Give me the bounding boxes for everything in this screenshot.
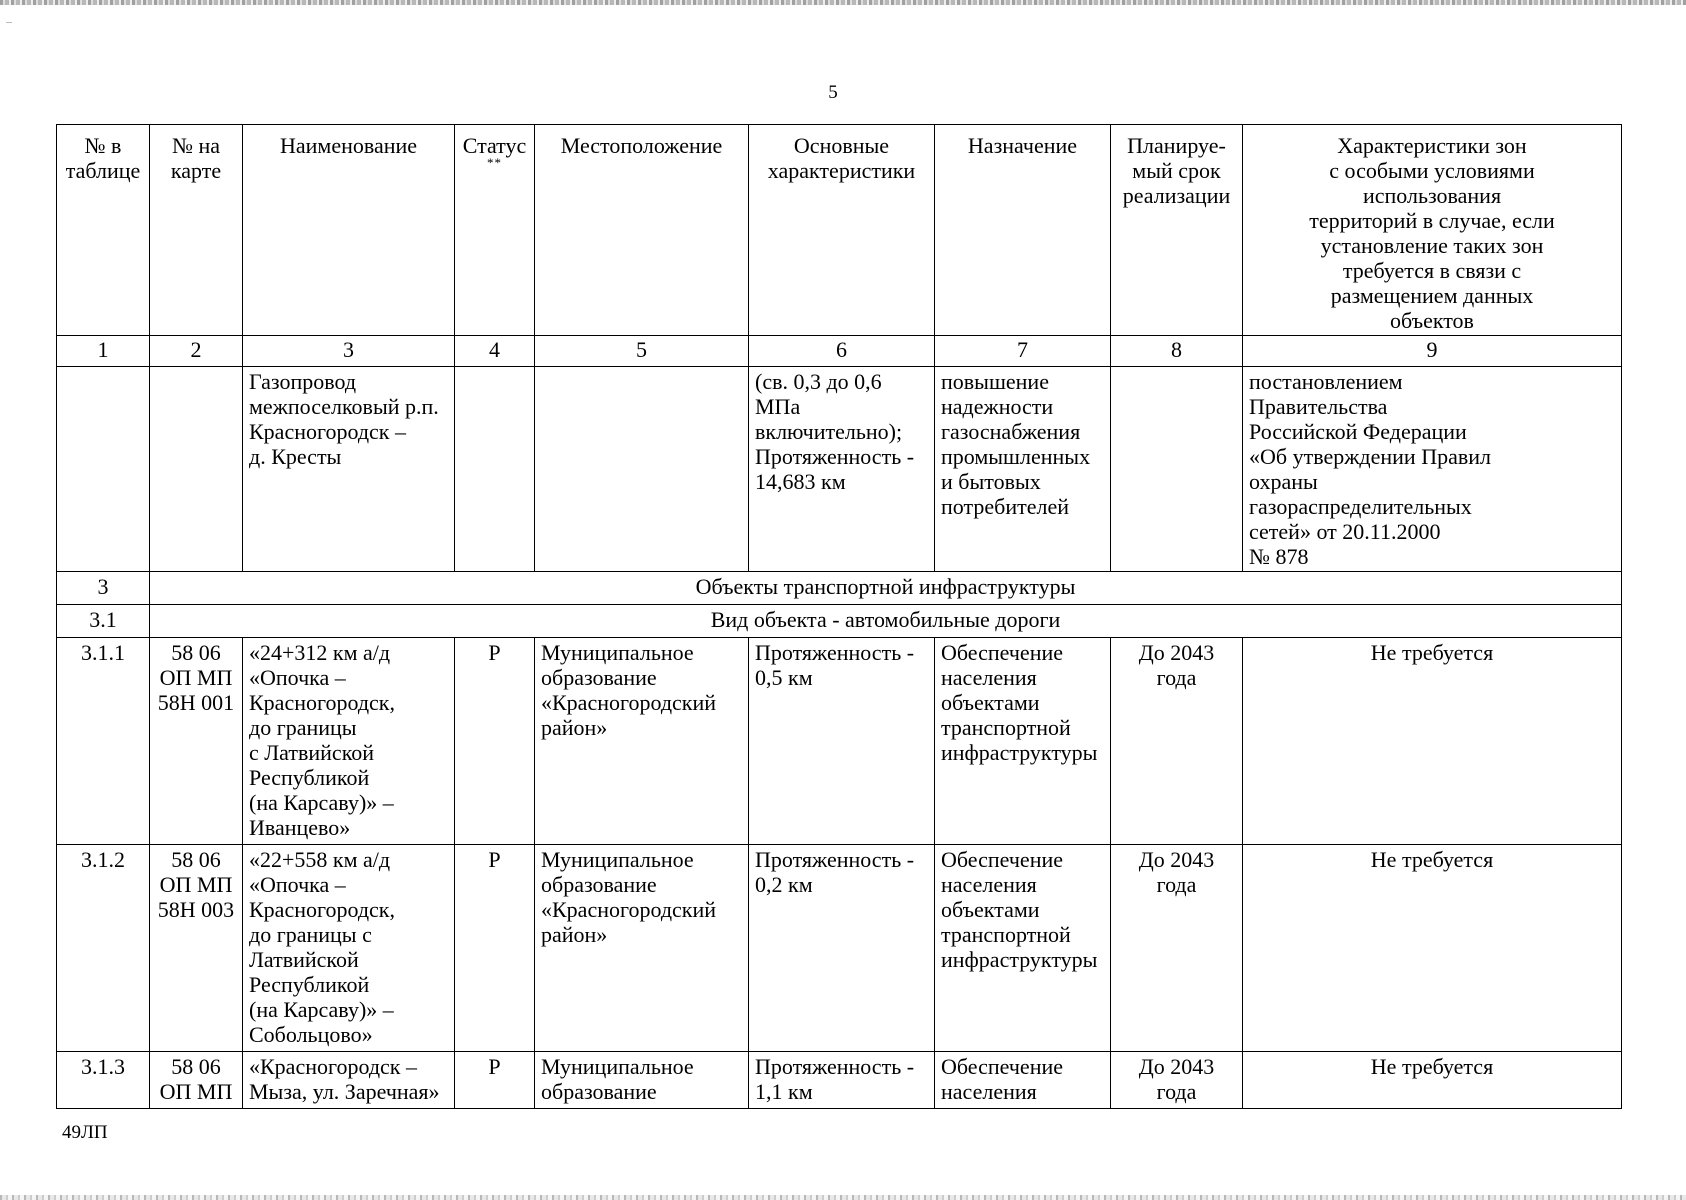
cell-term: До 2043 года	[1111, 1052, 1243, 1109]
cell-characteristics: Протяженность - 0,5 км	[749, 638, 935, 845]
status-footnote-mark: **	[487, 155, 502, 170]
table-row	[57, 638, 1622, 845]
cell-status: Р	[455, 845, 535, 1052]
table-row-gas-pipeline	[57, 367, 1622, 572]
column-number: 4	[455, 336, 535, 367]
scan-edge-bottom	[0, 1195, 1686, 1200]
cell-status: Р	[455, 638, 535, 845]
cell-map-no: 58 06 ОП МП 58Н 003	[150, 845, 243, 1052]
cell-location: Муниципальное образование	[535, 1052, 749, 1109]
column-number: 5	[535, 336, 749, 367]
scan-edge-top	[0, 0, 1686, 5]
subsection-number: 3.1	[57, 605, 150, 638]
col-header-purpose: Назначение	[935, 125, 1111, 336]
cell-term: До 2043 года	[1111, 845, 1243, 1052]
cell-purpose: Обеспечение населения объектами транспортной инфраструктуры	[935, 638, 1111, 845]
column-number: 1	[57, 336, 150, 367]
cell-status: Р	[455, 1052, 535, 1109]
cell-purpose: Обеспечение населения	[935, 1052, 1111, 1109]
column-number: 3	[243, 336, 455, 367]
subsection-title: Вид объекта - автомобильные дороги	[150, 605, 1622, 638]
cell-zones: Не требуется	[1243, 1052, 1622, 1109]
cell-zones: постановлением Правительства Российской Федерации «Об утверждении Правил охраны газораспределительных сетей» от 20.11.2000 № 878	[1243, 367, 1622, 572]
column-number: 2	[150, 336, 243, 367]
cell-location: Муниципальное образование «Красногородский район»	[535, 845, 749, 1052]
section-title: Объекты транспортной инфраструктуры	[150, 572, 1622, 605]
cell-table-no: 3.1.3	[57, 1052, 150, 1109]
cell-name: «Красногородск – Мыза, ул. Заречная»	[243, 1052, 455, 1109]
cell-table-no	[57, 367, 150, 572]
section-row	[57, 572, 1622, 605]
column-numbers-row	[57, 336, 1622, 367]
cell-zones: Не требуется	[1243, 845, 1622, 1052]
table-row	[57, 1052, 1622, 1109]
column-number: 8	[1111, 336, 1243, 367]
col-header-zones: Характеристики зон с особыми условиями использования территорий в случае, если установление таких зон требуется в связи с размещением данных объектов	[1243, 125, 1622, 336]
cell-characteristics: Протяженность - 0,2 км	[749, 845, 935, 1052]
col-header-term: Планируе- мый срок реализации	[1111, 125, 1243, 336]
column-number: 6	[749, 336, 935, 367]
scan-mark	[6, 22, 12, 23]
col-header-map-no: № на карте	[150, 125, 243, 336]
cell-name: «22+558 км а/д «Опочка – Красногородск, до границы с Латвийской Республикой (на Карсаву)» – Собольцово»	[243, 845, 455, 1052]
cell-table-no: 3.1.1	[57, 638, 150, 845]
table-row	[57, 845, 1622, 1052]
col-header-location: Местоположение	[535, 125, 749, 336]
header-row	[57, 125, 1622, 336]
cell-map-no: 58 06 ОП МП	[150, 1052, 243, 1109]
col-header-name: Наименование	[243, 125, 455, 336]
column-number: 9	[1243, 336, 1622, 367]
cell-name: Газопровод межпоселковый р.п. Красногородск – д. Кресты	[243, 367, 455, 572]
cell-term	[1111, 367, 1243, 572]
cell-table-no: 3.1.2	[57, 845, 150, 1052]
subsection-row	[57, 605, 1622, 638]
cell-zones: Не требуется	[1243, 638, 1622, 845]
document-code: 49ЛП	[62, 1122, 108, 1143]
cell-purpose: повышение надежности газоснабжения промышленных и бытовых потребителей	[935, 367, 1111, 572]
cell-location: Муниципальное образование «Красногородский район»	[535, 638, 749, 845]
section-number: 3	[57, 572, 150, 605]
cell-purpose: Обеспечение населения объектами транспортной инфраструктуры	[935, 845, 1111, 1052]
cell-term: До 2043 года	[1111, 638, 1243, 845]
column-number: 7	[935, 336, 1111, 367]
cell-location	[535, 367, 749, 572]
status-label: Статус	[462, 133, 527, 158]
cell-name: «24+312 км а/д «Опочка – Красногородск, до границы с Латвийской Республикой (на Карсаву)» – Иванцево»	[243, 638, 455, 845]
col-header-characteristics: Основные характеристики	[749, 125, 935, 336]
cell-status	[455, 367, 535, 572]
cell-map-no: 58 06 ОП МП 58Н 001	[150, 638, 243, 845]
cell-characteristics: Протяженность - 1,1 км	[749, 1052, 935, 1109]
cell-characteristics: (св. 0,3 до 0,6 МПа включительно); Протяженность - 14,683 км	[749, 367, 935, 572]
col-header-table-no: № в таблице	[57, 125, 150, 336]
objects-table	[56, 124, 1622, 1109]
cell-map-no	[150, 367, 243, 572]
col-header-status	[455, 125, 535, 336]
page-number: 5	[828, 82, 838, 103]
